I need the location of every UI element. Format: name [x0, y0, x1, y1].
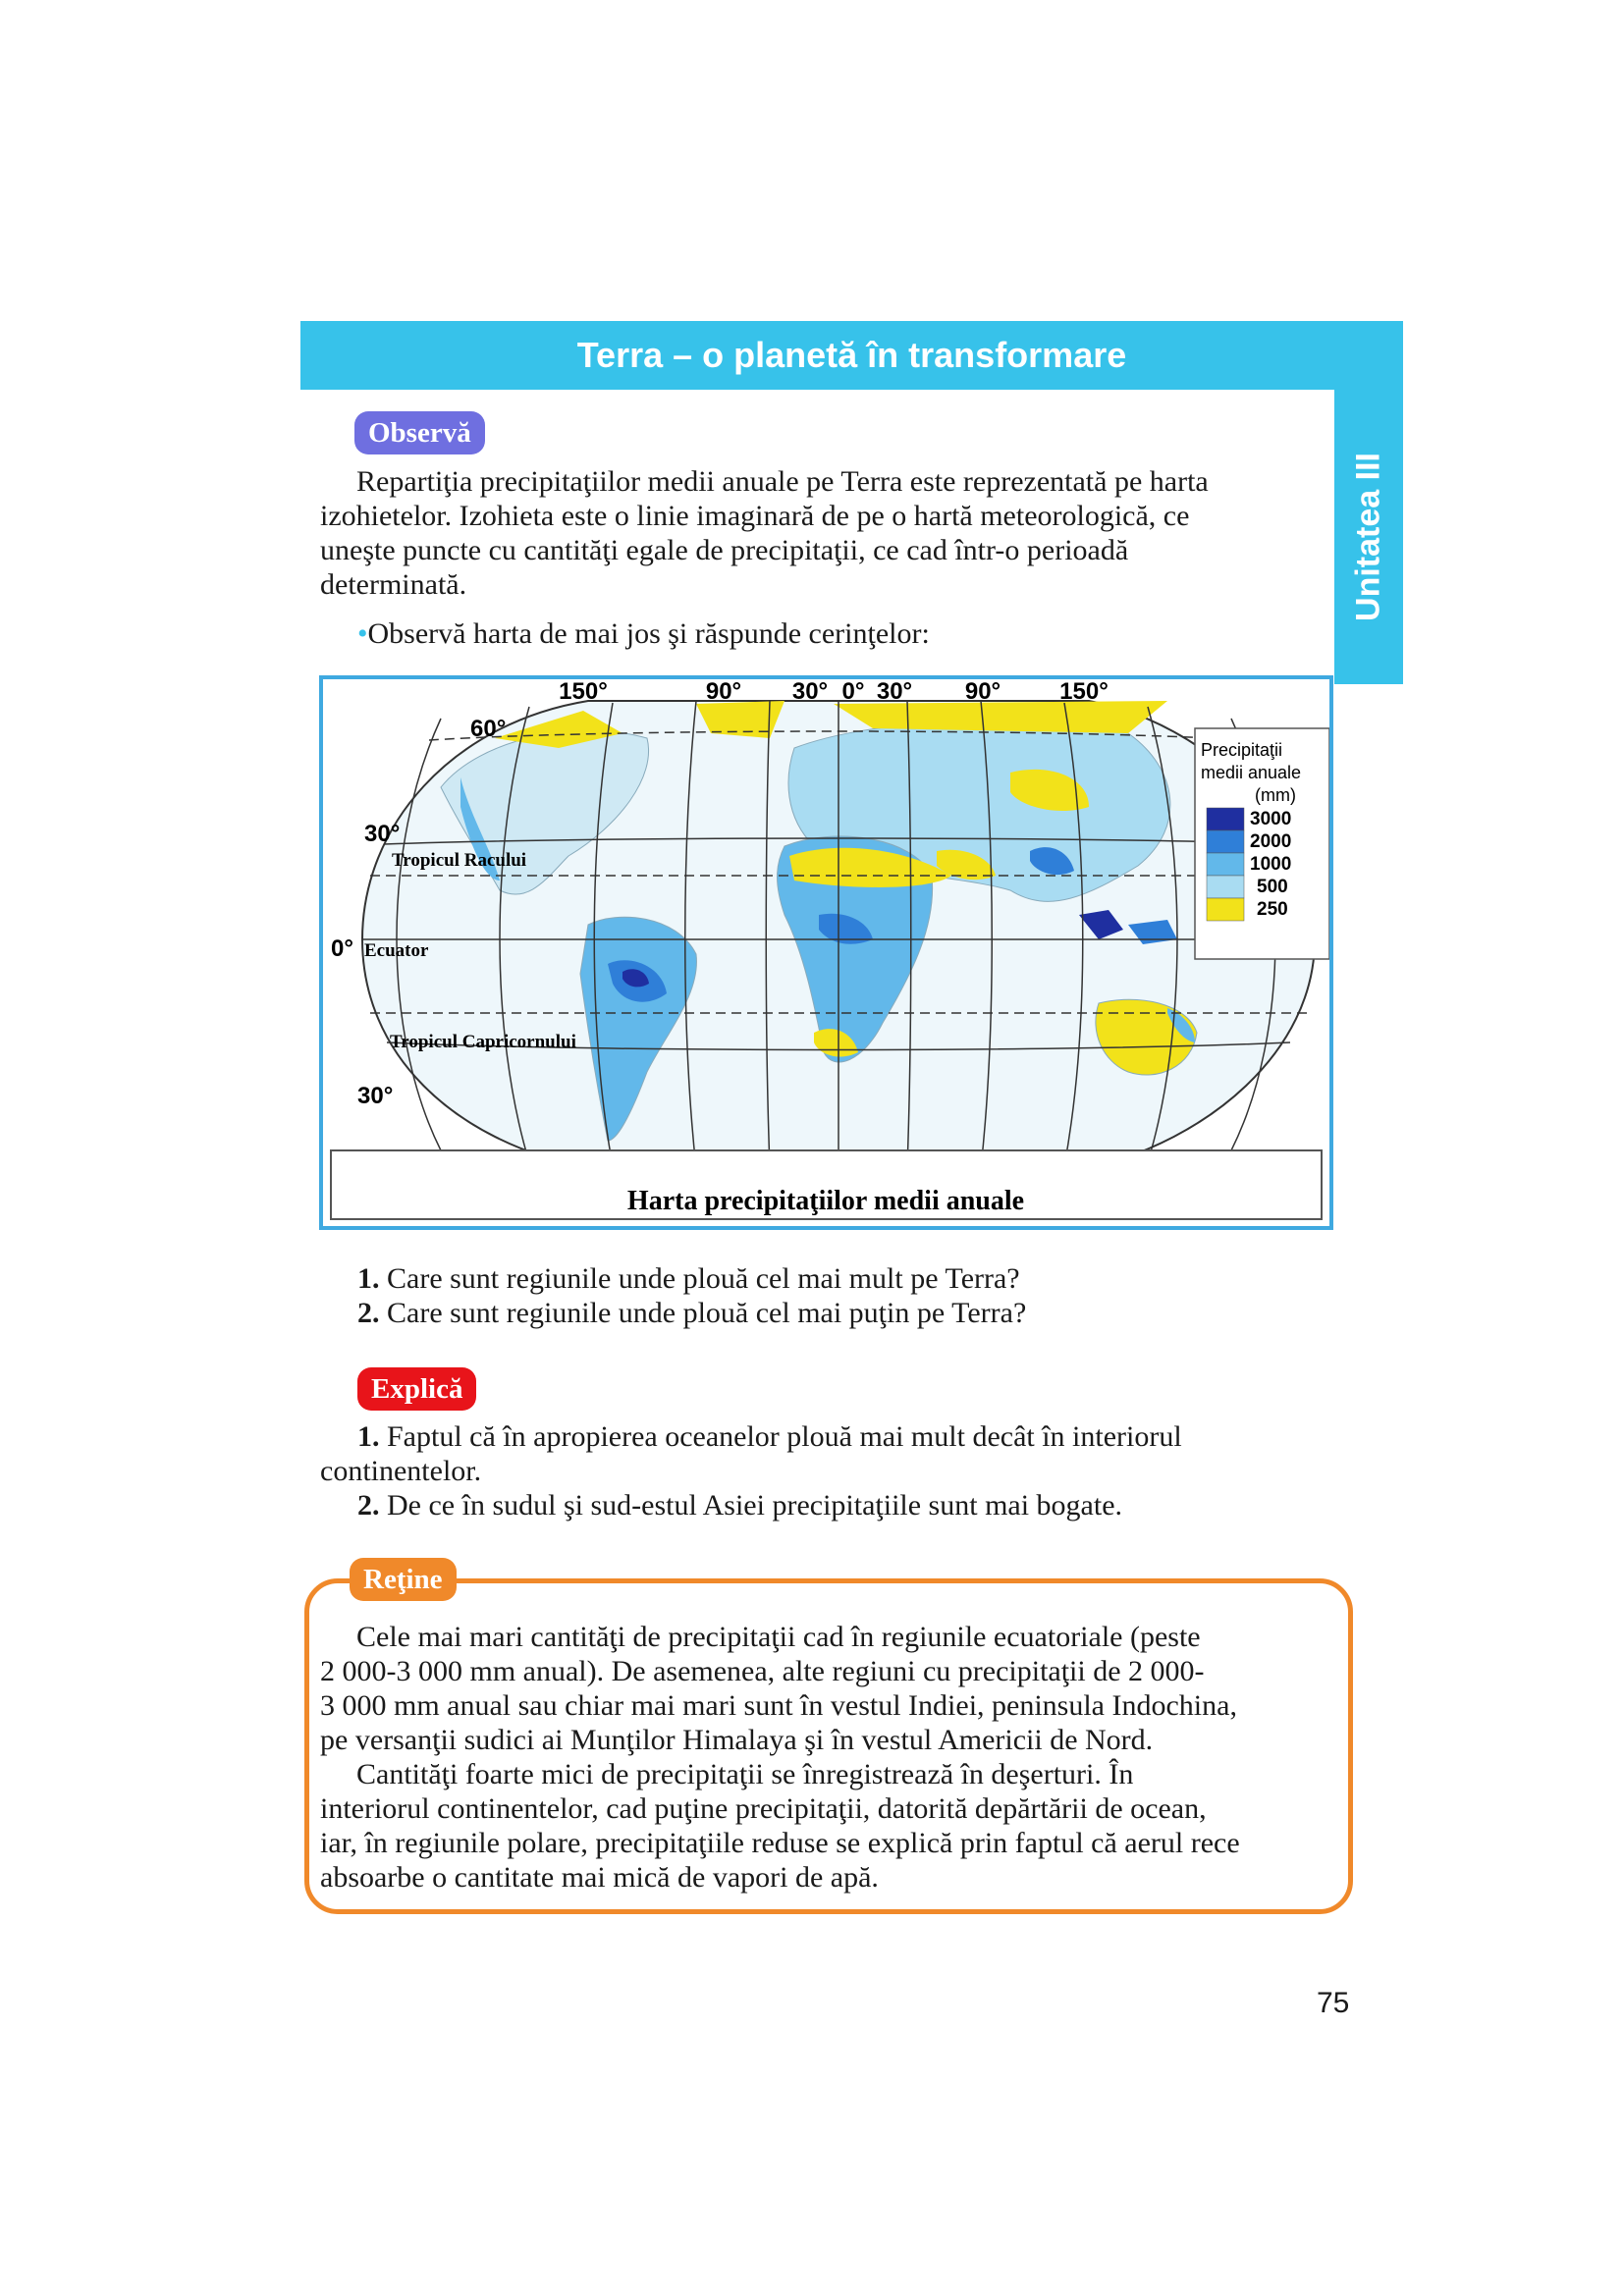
- bullet-icon: •: [357, 617, 368, 650]
- retine-line-8: absoarbe o cantitate mai mică de vapori de apă.: [320, 1861, 879, 1894]
- legend-title-line-2: medii anuale: [1201, 763, 1302, 782]
- observa-line-1: Repartiţia precipitaţiilor medii anuale pe Terra este reprezentată pe harta: [356, 465, 1209, 498]
- legend-value-1000: 1000: [1250, 854, 1292, 875]
- legend-value-250: 250: [1257, 899, 1288, 920]
- label-tropic-cancer: Tropicul Racului: [392, 850, 527, 871]
- explica-item-2-text: De ce în sudul şi sud-estul Asiei precipitaţiile sunt mai bogate.: [387, 1489, 1123, 1522]
- question-1: [357, 1261, 1020, 1296]
- deg-label-150w: 150°: [559, 679, 608, 705]
- map-caption: Harta precipitaţiilor medii anuale: [626, 1186, 1025, 1216]
- deg-label-90w: 90°: [705, 679, 742, 705]
- deg-label-30w: 30°: [791, 679, 829, 705]
- deg-label-0: 0°: [841, 679, 865, 705]
- retine-badge: Reţine: [350, 1558, 457, 1601]
- explica-badge: Explică: [357, 1367, 476, 1411]
- label-equator: Ecuator: [364, 940, 429, 961]
- arctic-dry-zone-eurasia: [834, 701, 1167, 733]
- legend-swatches: [1207, 808, 1244, 921]
- retine-line-4: pe versanţii sudici ai Munţilor Himalaya şi în vestul Americii de Nord.: [320, 1724, 1154, 1756]
- lat-label-30n: 30°: [364, 821, 401, 847]
- observa-line-3: uneşte puncte cu cantităţi egale de precipitaţii, ce cad într-o perioadă: [320, 534, 1129, 566]
- observa-line-2: izohietelor. Izohieta este o linie imaginară de pe o hartă meteorologică, ce: [320, 500, 1190, 532]
- legend-title-line-1: Precipitaţii: [1201, 740, 1283, 760]
- legend-value-2000: 2000: [1250, 831, 1292, 852]
- explica-item-1-text: Faptul că în apropierea oceanelor plouă mai mult decât în interiorul: [387, 1420, 1182, 1453]
- retine-line-5: Cantităţi foarte mici de precipitaţii se înregistrează în deşerturi. În: [356, 1758, 1134, 1790]
- explica-item-1-line-2: continentelor.: [320, 1455, 482, 1487]
- deg-label-30e: 30°: [876, 679, 913, 705]
- legend-swatch-2000: [1207, 830, 1244, 853]
- explica-item-2-number: 2.: [357, 1489, 380, 1522]
- precipitation-map: [319, 675, 1333, 1230]
- explica-item-1-line-1: [357, 1419, 1319, 1454]
- legend-value-500: 500: [1257, 877, 1288, 897]
- question-2-number: 2.: [357, 1297, 380, 1329]
- retine-line-2: 2 000-3 000 mm anual). De asemenea, alte regiuni cu precipitaţii de 2 000-: [320, 1655, 1205, 1687]
- question-2-text: Care sunt regiunile unde plouă cel mai puţin pe Terra?: [387, 1297, 1027, 1329]
- deg-label-90e: 90°: [964, 679, 1001, 705]
- question-2: [357, 1296, 1026, 1330]
- page-title: Terra – o planetă în transformare: [576, 335, 1127, 375]
- legend-swatch-3000: [1207, 808, 1244, 830]
- observa-instruction: Observă harta de mai jos şi răspunde cerinţelor:: [367, 617, 930, 650]
- lat-label-0: 0°: [331, 935, 353, 962]
- explica-item-2: [357, 1488, 1319, 1522]
- unit-side-tab: [1334, 390, 1403, 684]
- observa-instruction-line: [357, 616, 930, 651]
- retine-line-3: 3 000 mm anual sau chiar mai mari sunt în vestul Indiei, peninsula Indochina,: [320, 1689, 1237, 1722]
- retine-line-1: Cele mai mari cantităţi de precipitaţii cad în regiunile ecuatoriale (peste: [356, 1621, 1201, 1653]
- label-tropic-capricorn: Tropicul Capricornului: [390, 1032, 576, 1052]
- lat-label-30s: 30°: [357, 1083, 394, 1109]
- explica-item-1-number: 1.: [357, 1420, 380, 1453]
- deg-label-150e: 150°: [1059, 679, 1109, 705]
- retine-line-7: iar, în regiunile polare, precipitaţiile reduse se explică prin faptul că aerul rece: [320, 1827, 1240, 1859]
- observa-badge: Observă: [354, 411, 485, 454]
- legend-swatch-500: [1207, 876, 1244, 898]
- legend-value-3000: 3000: [1250, 809, 1292, 829]
- lat-label-60n: 60°: [470, 716, 507, 742]
- legend-unit: (mm): [1255, 785, 1296, 805]
- question-1-text: Care sunt regiunile unde plouă cel mai mult pe Terra?: [387, 1262, 1020, 1295]
- unit-side-tab-label: Unitatea III: [1349, 453, 1387, 621]
- page-number: 75: [1317, 1987, 1350, 2019]
- retine-line-6: interiorul continentelor, cad puţine precipitaţii, datorită depărtării de ocean,: [320, 1792, 1207, 1825]
- question-1-number: 1.: [357, 1262, 380, 1295]
- precipitation-map-svg: [323, 679, 1329, 1226]
- observa-line-4: determinată.: [320, 568, 467, 601]
- legend-swatch-1000: [1207, 853, 1244, 876]
- legend-swatch-250: [1207, 898, 1244, 921]
